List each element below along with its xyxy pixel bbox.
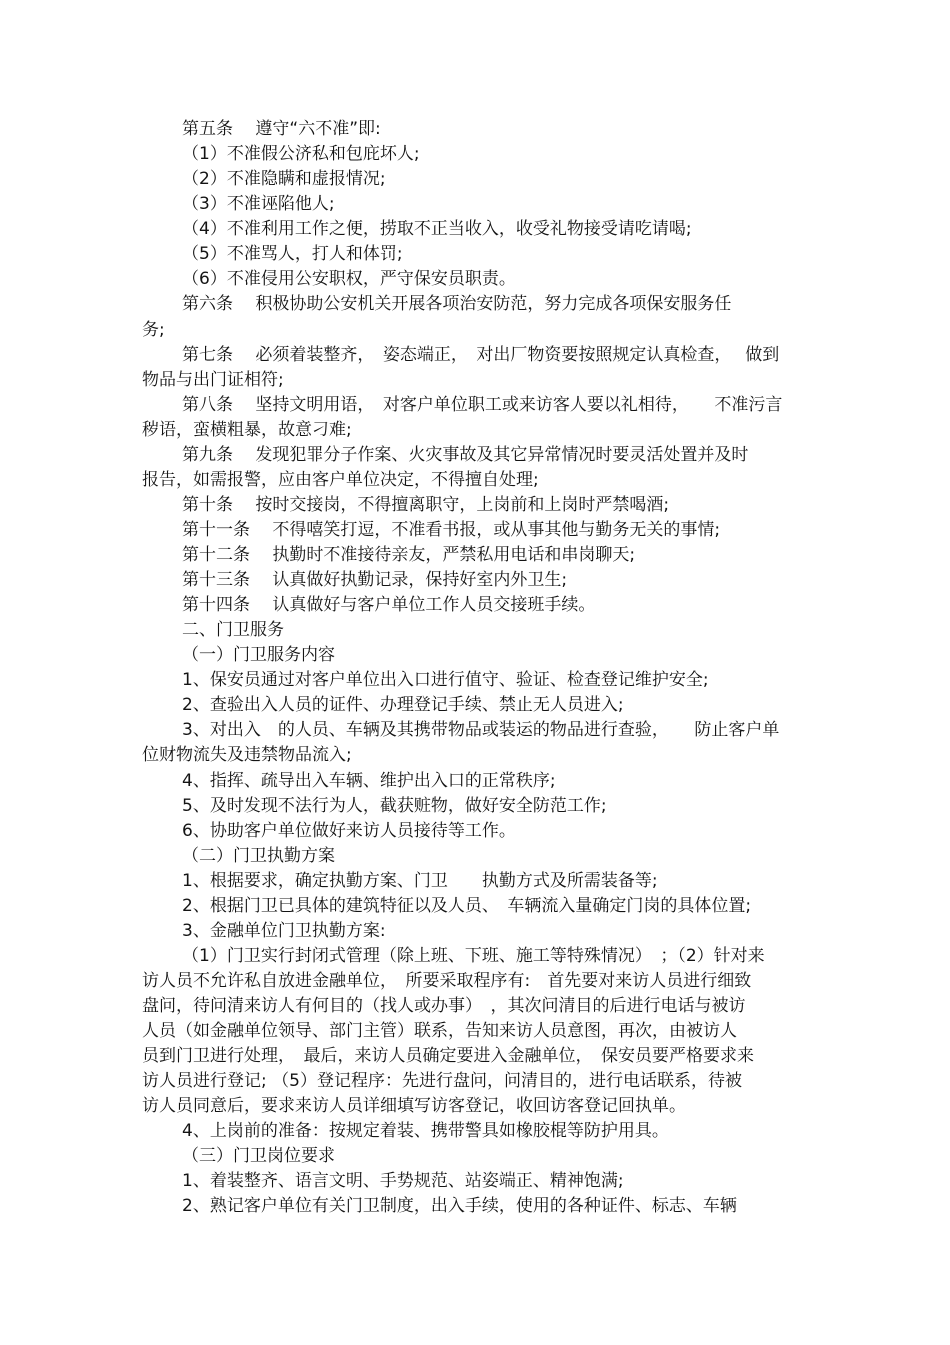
text-line: 二、门卫服务 — [182, 620, 284, 640]
text-line: （三）门卫岗位要求 — [182, 1146, 335, 1166]
text-line: （二）门卫执勤方案 — [182, 846, 335, 866]
text-line: 4、指挥、疏导出入车辆、维护出入口的正常秩序; — [182, 771, 556, 791]
text-line: （6）不准侵用公安职权，严守保安员职责。 — [182, 269, 516, 289]
text-line: 第十三条 认真做好执勤记录，保持好室内外卫生; — [182, 570, 568, 590]
text-line: （4）不准利用工作之便，捞取不正当收入，收受礼物接受请吃请喝; — [182, 219, 692, 239]
text-line: 第五条 遵守“六不准”即: — [182, 119, 381, 139]
text-line: 第七条 必须着装整齐， 姿态端正， 对出厂物资要按照规定认真检查， 做到 — [182, 345, 780, 365]
text-line: （一）门卫服务内容 — [182, 645, 335, 665]
text-line: 3、金融单位门卫执勤方案: — [182, 921, 386, 941]
text-line: 物品与出门证相符; — [142, 370, 284, 390]
text-line: 报告，如需报警，应由客户单位决定，不得擅自处理; — [142, 470, 539, 490]
text-line: 位财物流失及违禁物品流入; — [142, 745, 352, 765]
text-line: （1）门卫实行封闭式管理（除上班、下班、施工等特殊情况） ；（2）针对来 — [182, 946, 765, 966]
text-line: 员到门卫进行处理， 最后，来访人员确定要进入金融单位， 保安员要严格要求来 — [142, 1046, 754, 1066]
text-line: 第十二条 执勤时不准接待亲友，严禁私用电话和串岗聊天; — [182, 545, 636, 565]
text-line: 人员（如金融单位领导、部门主管）联系，告知来访人员意图，再次，由被访人 — [142, 1021, 737, 1041]
text-line: 访人员进行登记; （5）登记程序：先进行盘问，问清目的，进行电话联系，待被 — [142, 1071, 742, 1091]
text-line: 1、保安员通过对客户单位出入口进行值守、验证、检查登记维护安全; — [182, 670, 709, 690]
text-line: 2、根据门卫已具体的建筑特征以及人员、 车辆流入量确定门岗的具体位置; — [182, 896, 752, 916]
text-line: 3、对出入 的人员、车辆及其携带物品或装运的物品进行查验， 防止客户单 — [182, 720, 780, 740]
text-line: 秽语，蛮横粗暴，故意刁难; — [142, 420, 352, 440]
text-line: 5、及时发现不法行为人，截获赃物，做好安全防范工作; — [182, 796, 607, 816]
text-line: 第十条 按时交接岗，不得擅离职守，上岗前和上岗时严禁喝酒; — [182, 495, 670, 515]
text-line: 6、协助客户单位做好来访人员接待等工作。 — [182, 821, 516, 841]
text-line: （2）不准隐瞒和虚报情况; — [182, 169, 386, 189]
text-line: （5）不准骂人，打人和体罚; — [182, 244, 403, 264]
text-line: （1）不准假公济私和包庇坏人; — [182, 144, 420, 164]
text-line: 访人员不允许私自放进金融单位， 所要采取程序有: 首先要对来访人员进行细致 — [142, 971, 752, 991]
text-line: 第八条 坚持文明用语， 对客户单位职工或来访客人要以礼相待， 不准污言 — [182, 395, 783, 415]
text-line: 2、查验出入人员的证件、办理登记手续、禁止无人员进入; — [182, 695, 624, 715]
text-line: （3）不准诬陷他人; — [182, 194, 335, 214]
text-line: 4、上岗前的准备：按规定着装、携带警具如橡胶棍等防护用具。 — [182, 1121, 669, 1141]
text-line: 1、根据要求，确定执勤方案、门卫 执勤方式及所需装备等; — [182, 871, 658, 891]
text-line: 1、着装整齐、语言文明、手势规范、站姿端正、精神饱满; — [182, 1171, 624, 1191]
text-line: 访人员同意后，要求来访人员详细填写访客登记，收回访客登记回执单。 — [142, 1096, 686, 1116]
text-line: 务; — [142, 320, 165, 340]
text-line: 2、熟记客户单位有关门卫制度，出入手续，使用的各种证件、标志、车辆 — [182, 1196, 737, 1216]
text-line: 盘问，待问清来访人有何目的（找人或办事） ，其次问清目的后进行电话与被访 — [142, 996, 746, 1016]
text-line: 第九条 发现犯罪分子作案、火灾事故及其它异常情况时要灵活处置并及时 — [182, 445, 749, 465]
text-line: 第六条 积极协助公安机关开展各项治安防范，努力完成各项保安服务任 — [182, 294, 732, 314]
text-line: 第十一条 不得嘻笑打逗，不准看书报，或从事其他与勤务无关的事情; — [182, 520, 721, 540]
text-line: 第十四条 认真做好与客户单位工作人员交接班手续。 — [182, 595, 596, 615]
